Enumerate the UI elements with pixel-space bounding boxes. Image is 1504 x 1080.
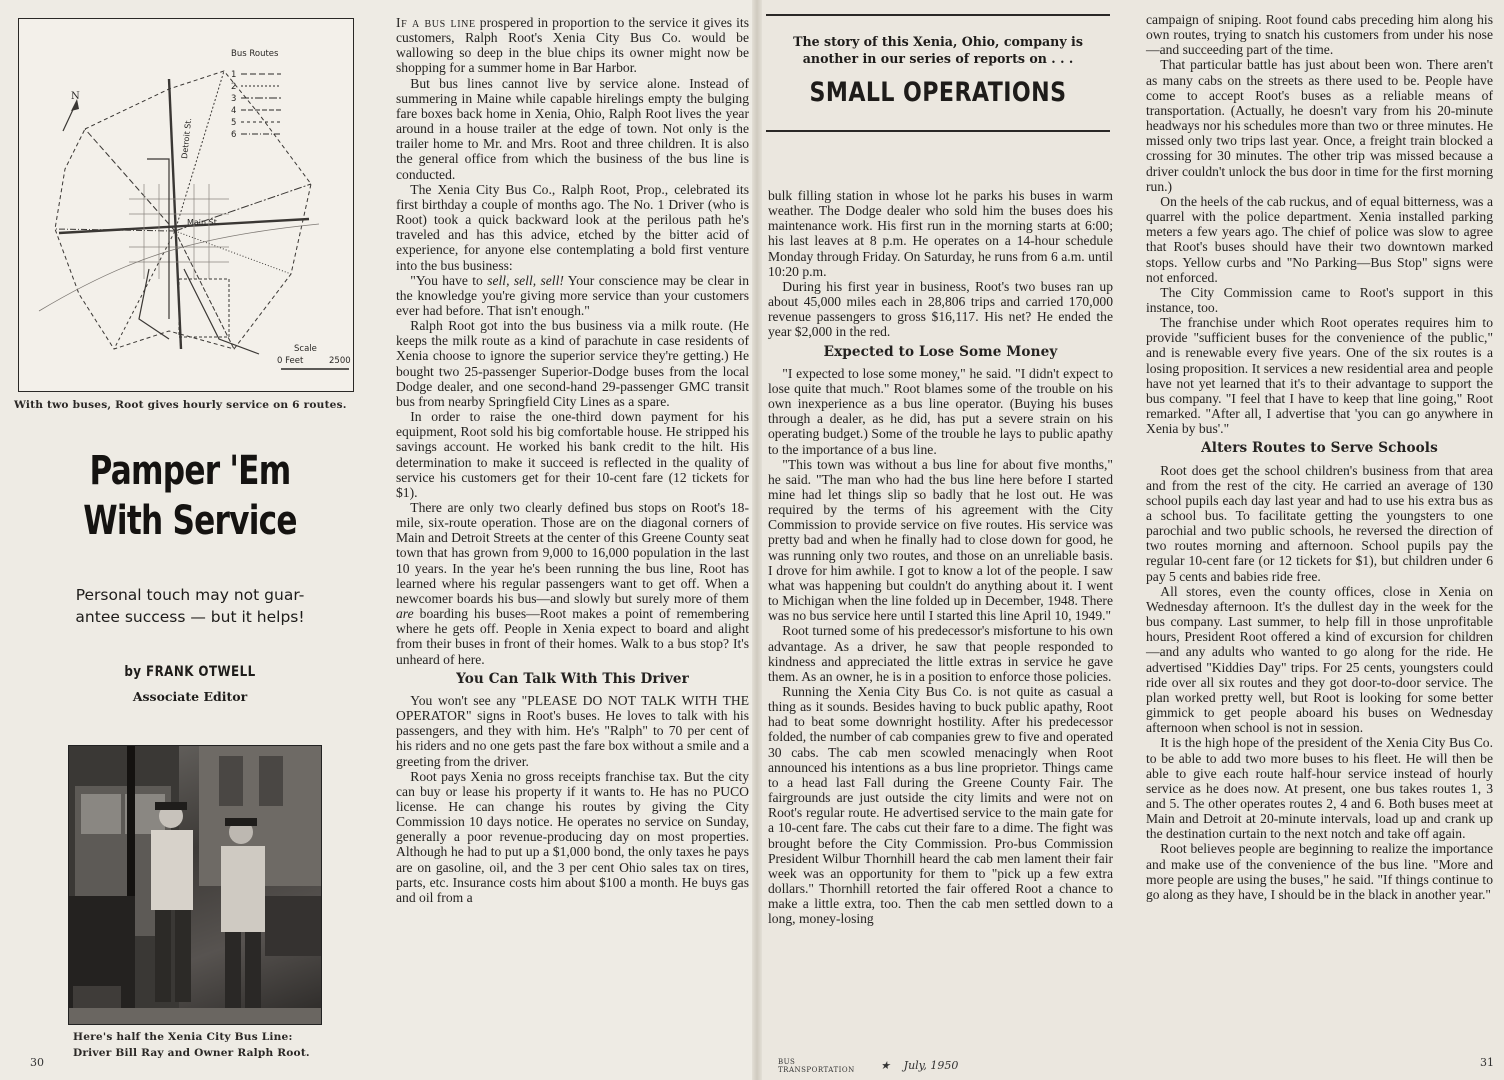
headline-line-2: With Service [83,498,297,544]
street-label-main: Main St. [187,218,220,227]
paragraph-text: prospered in proportion to the service it gives its customers, Ralph Root's Xenia City Bus Co. would be wallowing so deep in the blue chips its owner might now be shopping for a summer home in Bar Harbor. [396,15,749,76]
photo-caption-line-1: Here's half the Xenia City Bus Line: [73,1031,293,1043]
legend-route-4: 4 [231,106,237,116]
scale-feet: 0 Feet [277,356,304,366]
photo-drawing [69,746,321,1024]
paragraph: The City Commission came to Root's support in this instance, too. [1146,284,1493,315]
section-heading: Expected to Lose Some Money [823,343,1058,360]
scale-label: Scale [294,344,317,354]
legend-route-6: 6 [231,130,237,140]
subhead [40,584,340,628]
photo-caption-line-2: Driver Bill Ray and Owner Ralph Root. [73,1047,310,1059]
paragraph: Running the Xenia City Bus Co. is not quite as casual a thing as it sounds. Besides having to buck public apathy, Root had to beat some downright hostility. After his predecessor folded, the number of cab companies grew to five and operated 30 cabs. The cab men scowled menacingly when Root announced his intentions as a bus line proprietor. Things came to a head last Fall during the Greene County Fair. The fairgrounds are just outside the city limits and were not on Root's regular route. He advertised service to the main gate for a 10-cent fare. The cabs cut their fare to a dime. The fight was brought before the City Commission. Pro-bus Commission President Wilbur Thornhill heard the cab men lament their fair week was an opportunity for them to "pick up a few extra dollars." Thornhill retorted the fair offered Root a chance to make a little extra, too. Then the cab men settled down to a long, money-losing [768,684,1113,927]
section-heading: You Can Talk With This Driver [456,670,689,687]
legend-title: Bus Routes [231,49,279,59]
legend-route-5: 5 [231,118,237,128]
emphasis: sell, sell, sell! [487,272,564,288]
page-footer [778,1058,978,1074]
article-column-3 [768,188,1113,927]
paragraph: You won't see any "PLEASE DO NOT TALK WITH THE OPERATOR" signs in Root's buses. He loves to talk with his passengers, and they with him. He's "Ralph" to 70 per cent of his riders and no one gets past the fare box without a smile and a greeting from the driver. [396,692,749,769]
paragraph: "I expected to lose some money," he said. "I didn't expect to lose quite that much." Root blames some of the trouble on his own inexperience as a bus line operator. (Buying his buses through a dealer, as he did, has put a severe strain on his operating budget.) Some of the trouble he lays to public apathy to the importance of a bus line. [768,365,1113,457]
photo-bus-driver-and-owner [68,745,322,1025]
paragraph: That particular battle has just about been won. There aren't as many cabs on the streets as there used to be. People have come to accept Root's buses as a reliable means of transportation. (Actually, he doesn't vary from his 20-minute headways nor his schedules more than two or three minutes. He missed only two trips last year. Once, a freight train blocked a crossing for 30 minutes. The other trip was missed because a driver couldn't unlock the bus door in time for the first morning run.) [1146,57,1493,194]
main-street [59,219,309,233]
paragraph-text: Your conscience may be clear in the knowledge you're giving more service than your customers ever had before. That isn't enough." [396,272,749,318]
issue-date: July, 1950 [903,1059,959,1072]
paragraph: Root does get the school children's business from that area and from the rest of the city. He carried an average of 130 school pupils each day last year and had to use his extra bus as a school bus. To facilitate getting the youngsters to one parochial and two public schools, he reversed the direction of two routes morning and afternoon. School pupils pay the regular 10-cent fare (or 12 tickets for $1), but children under 6 pay 5 cents and babies ride free. [1146,462,1493,584]
paragraph: Root pays Xenia no gross receipts franchise tax. But the city can buy or lease his property if it wants to. He has no PUCO license. He can change his routes by giving the City Commission 10 days notice. He operates no service on Sunday, generally a poor revenue-producing day on most properties. Although he had to put up a $1,000 bond, the only taxes he pays are on gasoline, oil, and the 3 per cent Ohio sales tax on tires, parts, etc. Insurance costs him about $100 a month. He buys gas and oil from a [396,768,749,905]
paragraph [396,273,749,318]
paragraph-text: "You have to [410,272,488,288]
route-boundary [55,71,311,349]
article-column-4 [1146,12,1493,902]
paragraph [396,500,749,667]
page-number-left: 30 [30,1056,44,1069]
paragraph: The franchise under which Root operates requires him to provide "sufficient buses for the convenience of the public," and is renewable every five years. One of the six routes is a losing proposition. It services a new residential area and people have not yet learned that it's to their advantage to support the bus company. "I feel that I have to keep that line going," Root remarked. "After all, I advertise that 'you can go anywhere in Xenia by bus'." [1146,315,1493,437]
paragraph: Ralph Root got into the bus business via a milk route. (He keeps the milk route as a kind of parachute in case residents of Xenia choose to ignore the superior service they're getting.) He bought two 25-passenger Superior-Dodge buses from the local Dodge dealer, and one second-hand 29-passenger GMC transit bus from nearby Springfield City Lines as a spare. [396,318,749,409]
subhead-line-2: antee success — but it helps! [75,608,305,626]
map-scale [277,344,351,369]
page-number-right: 31 [1480,1056,1494,1069]
paragraph: "This town was without a bus line for about five months," he said. "The man who had the bus line here before I started mine had let things slip so badly that he lost out. He was required by the terms of his agreement with the City Commission to provide service on five routes. His service was pretty bad and when he finally had to close down for good, he was running only two routes, and those on an unreliable basis. I drove for him awhile. I got to know a lot of the people. I saw what was happening but couldn't do anything about it. I went to Michigan when the line folded up in December, 1948. There was no bus service here until I started this line April 10, 1949." [768,456,1113,624]
north-label: N [71,91,80,102]
lead-in: If a bus line [396,15,476,30]
headline [73,446,307,546]
paragraph: The Xenia City Bus Co., Ralph Root, Prop., celebrated its first birthday a couple of months ago. The No. 1 Driver (who is Root) took a quick backward look at the perilous path he's traveled and has this advice, etched by the bitter acid of experience, for anyone else contemplating a bold first venture into the bus business: [396,181,749,273]
paragraph: On the heels of the cab ruckus, and of equal bitterness, was a quarrel with the police department. Xenia installed parking meters a few years ago. The chief of police was slow to agree that Root's buses should have their two downtown marked stops. Yellow curbs and "No Parking—Bus Stop" signs were not enforced. [1146,193,1493,285]
magazine-name-line-2: TRANSPORTATION [778,1066,855,1074]
top-rule [766,14,1110,16]
subhead-line-1: Personal touch may not guar- [75,586,305,604]
magazine-name-line-1: BUS [778,1058,796,1066]
page-gutter [752,0,762,1080]
paragraph: In order to raise the one-third down payment for his equipment, Root sold his big comfortable house. He stripped his savings account. He worked his bank credit to the hilt. His determination to make it succeed is reflected in the quality of service his customers get for their 10-cent fare (12 tickets for $1). [396,409,749,500]
article-column-2 [396,15,749,905]
magazine-name [778,1058,855,1074]
route-map-drawing [19,19,353,391]
paragraph: bulk filling station in whose lot he parks his buses in warm weather. The Dodge dealer who sold him the buses does his maintenance work. His first run in the morning starts at 6:00; his last leaves at 8 p.m. He operates on a 14-hour schedule Monday through Friday. On Saturday, he runs from 6 a.m. until 10:20 p.m. [768,188,1113,279]
route-map [18,18,354,392]
scale-max: 2500 [329,356,351,366]
deck-line-1: The story of this Xenia, Ohio, company is [793,34,1083,49]
star-icon: ★ [880,1059,891,1072]
paragraph-text: boarding his buses—Root makes a point of remembering where he gets off. People in Xenia expect to board and alight from their buses in front of their homes. Walk to a bus stop? It's unheard of here. [396,606,749,667]
map-legend [231,49,281,140]
byline: by FRANK OTWELL [124,664,256,680]
series-deck [768,33,1108,67]
legend-route-2: 2 [231,82,237,92]
photo-caption [73,1029,333,1061]
bottom-rule [766,130,1110,132]
paragraph: Root believes people are beginning to realize the importance and make use of the convenience of the bus line. "More and more people are using the buses," he said. "If things continue to go along as they have, I should be in the black in another year." [1146,841,1493,902]
paragraph: Root turned some of his predecessor's misfortune to his own advantage. As a driver, he saw that people responded to kindness and appreciated the little extras in service he gave them. As an owner, he is in a position to enforce those policies. [768,623,1113,684]
paragraph-text: There are only two clearly defined bus stops on Root's 18-mile, six-route operation. Those are on the diagonal corners of Main and Detroit Streets at the center of this Greene County seat town that has grown from 9,000 to 16,000 population in the last 10 years. In the year he's been running the bus line, Root has learned where his regular passengers want to get off. When a newcomer boards his bus—and slowly but surely more of them [396,500,749,606]
emphasis: are [396,606,414,622]
headline-line-1: Pamper 'Em [89,448,291,494]
legend-route-1: 1 [231,70,237,80]
route-line [175,231,234,349]
route-line [85,129,175,231]
north-arrow [63,91,80,131]
legend-route-3: 3 [231,94,237,104]
byline-role: Associate Editor [132,689,248,704]
street-label-detroit: Detroit St. [180,117,194,160]
map-caption: With two buses, Root gives hourly service on 6 routes. [14,399,347,411]
paragraph: All stores, even the county offices, close in Xenia on Wednesday afternoon. It's the dullest day in the week for the bus company. Last summer, to help fill in those unprofitable hours, President Root offered a kind of excursion for children—and any adults who wanted to go along for the ride. He advertised "Kiddies Day" trips. For 25 cents, youngsters could ride over all six routes and they got door-to-door service. The plan worked pretty well, but Root is looking for some better gimmick to get people aboard his buses on Wednesday afternoon when school is not in session. [1146,583,1493,736]
paragraph: It is the high hope of the president of the Xenia City Bus Co. to be able to add two more buses to his fleet. He will then be able to give each route half-hour service instead of hourly service as he does now. At present, one bus takes routes 1, 3 and 5. The other operates routes 2, 4 and 6. Both buses meet at Main and Detroit at 20-minute intervals, load up and crank up the destination curtain to the next notch and take off again. [1146,735,1493,842]
route-line [175,231,291,274]
paragraph [396,15,749,76]
deck-line-2: another in our series of reports on . . . [802,51,1074,66]
paragraph: During his first year in business, Root's two buses ran up about 45,000 miles each in 28,806 trips and carried 170,000 revenue passengers to gross $16,117. His net? He ended the year $2,000 in the red. [768,278,1113,340]
series-title: SMALL OPERATIONS [809,77,1067,108]
paragraph: But bus lines cannot live by service alone. Instead of summering in Maine while capable hirelings empty the bulging fare boxes back home in Xenia, Ohio, Ralph Root lives the year around in a house trailer at the edge of town. Not only is the trailer home to Mr. and Mrs. Root and three children. It is also the general office from which the business of the bus line is conducted. [396,75,749,182]
paragraph: campaign of sniping. Root found cabs preceding him along his own routes, trying to snatch his customers from under his nose—and succeeding part of the time. [1146,12,1493,58]
section-heading: Alters Routes to Serve Schools [1201,440,1438,457]
